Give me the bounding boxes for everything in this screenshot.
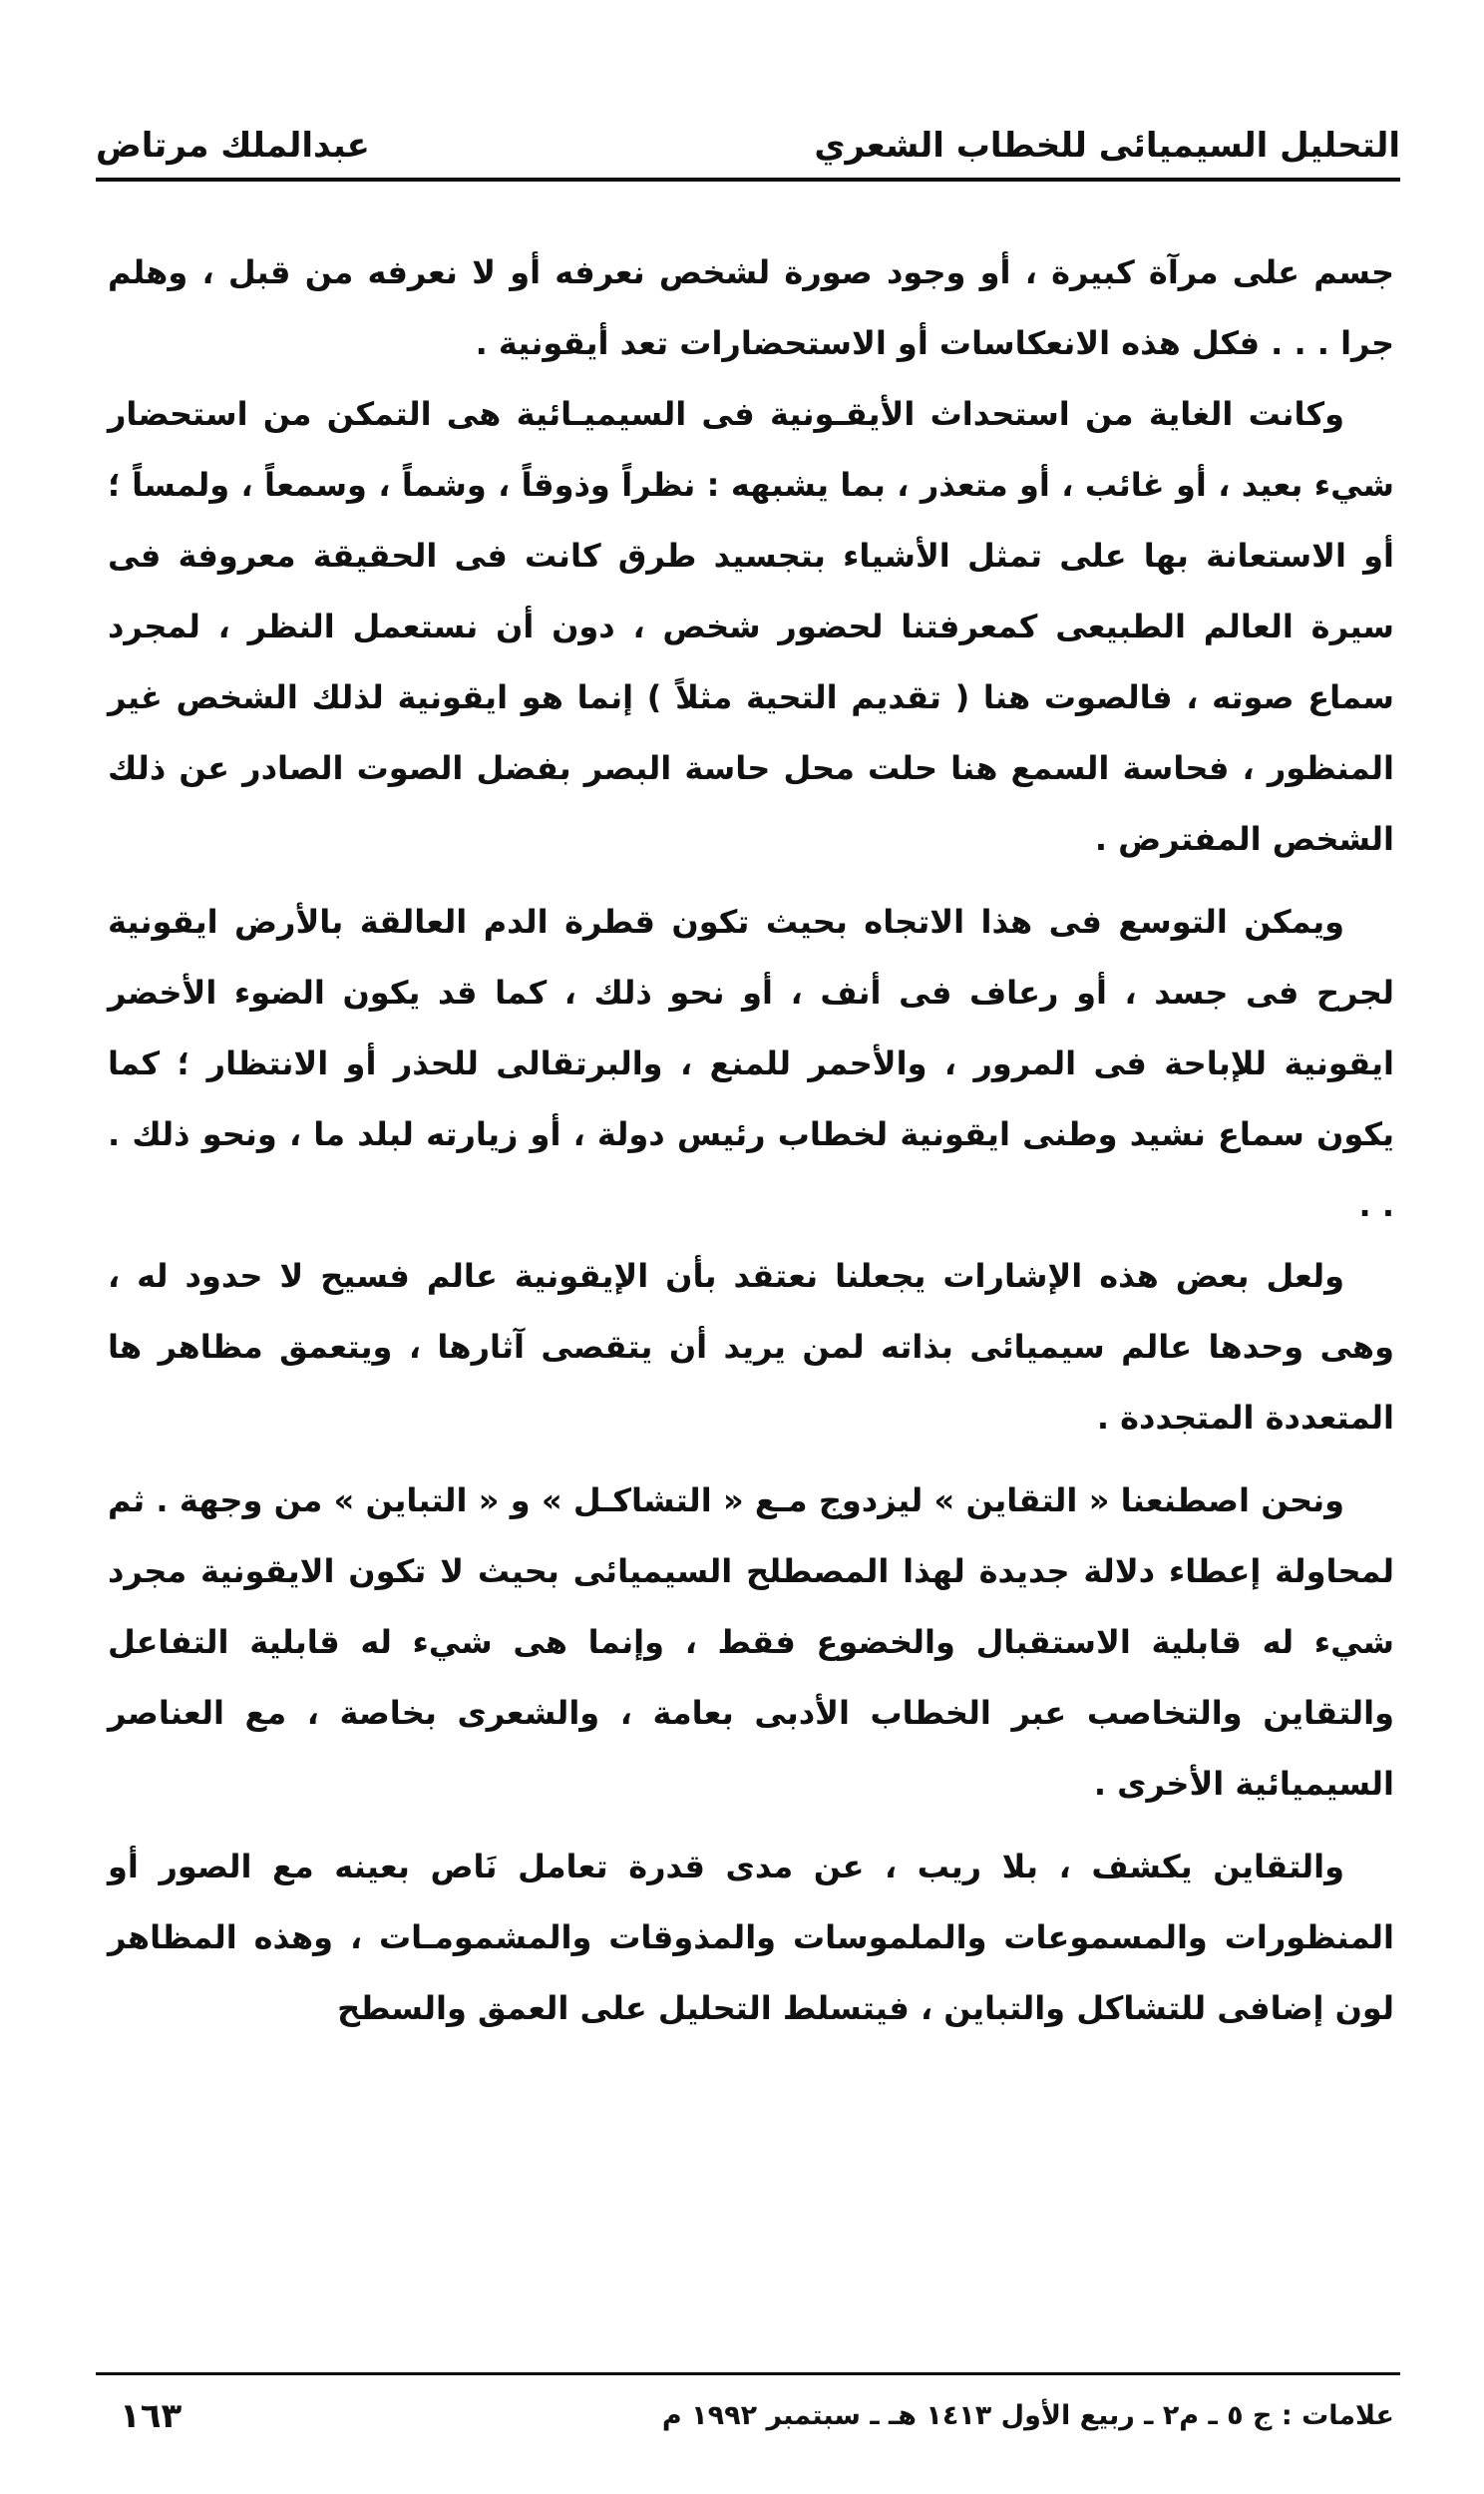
paragraph-3: ويمكن التوسع فى هذا الاتجاه بحيث تكون قطرة الدم العالقة بالأرض ايقونية لجرح فى جسد ، أو رعاف فى أنف ، أو نحو ذلك ، كما قد يكون الضوء الأخضر ايقونية للإباحة فى المرور ، والأحمر للمنع ، والبرتقالى للحذر أو الانتظار ؛ كما يكون سماع نشيد وطنى ايقونية لخطاب رئيس دولة ، أو زيارته لبلد ما ، ونحو ذلك . . . — [108, 903, 1394, 1224]
footer-journal-info: علامات : ج ٥ ـ م٢ ـ ربيع الأول ١٤١٣ هـ ـ سبتمبر ١٩٩٢ م — [661, 2400, 1394, 2431]
paragraph-6: والتقاين يكشف ، بلا ريب ، عن مدى قدرة تعامل نَاص بعينه مع الصور أو المنظورات والمسموعات والملموسات والمذوقات والمشمومـات ، وهذه المظاهر لون إضافى للتشاكل والتباين ، فيتسلط التحليل على العمق والسطح — [108, 1848, 1394, 2027]
header-title: التحليل السيميائى للخطاب الشعري — [814, 126, 1400, 166]
running-footer — [100, 2386, 1394, 2446]
header-divider — [96, 178, 1400, 182]
paragraph-5: ونحن اصطنعنا « التقاين » ليزدوج مـع « التشاكـل » و « التباين » من وجهة . ثم لمحاولة إعطاء دلالة جديدة لهذا المصطلح السيميائى بحيث لا تكون الايقونية مجرد شيء له قابلية الاستقبال والخضوع فقط ، وإنما هى شيء له قابلية التفاعل والتقاين والتخاصب عبر الخطاب الأدبى بعامة ، والشعرى بخاصة ، مع العناصر السيميائية الأخرى . — [108, 1481, 1394, 1803]
footer-divider — [96, 2372, 1400, 2375]
paragraph-2: وكانت الغاية من استحداث الأيقـونية فى السيميـائية هى التمكن من استحضار شيء بعيد ، أو غائب ، أو متعذر ، بما يشبهه : نظراً وذوقاً ، وشماً ، وسمعاً ، ولمساً ؛ أو الاستعانة بها على تمثل الأشياء بتجسيد طرق كانت فى الحقيقة معروفة فى سيرة العالم الطبيعى كمعرفتنا لحضور شخص ، دون أن نستعمل النظر ، لمجرد سماع صوته ، فالصوت هنا ( تقديم التحية مثلاً ) إنما هو ايقونية لذلك الشخص غير المنظور ، فحاسة السمع هنا حلت محل حاسة البصر بفضل الصوت الصادر عن ذلك الشخص المفترض . — [108, 395, 1394, 858]
running-header — [96, 118, 1400, 174]
header-author: عبدالملك مرتاض — [96, 126, 370, 166]
paragraph-1: جسم على مرآة كبيرة ، أو وجود صورة لشخص نعرفه أو لا نعرفه من قبل ، وهلم جرا . . . فكل هذه الانعكاسات أو الاستحضارات تعد أيقونية . — [108, 253, 1394, 362]
page-number: ١٦٣ — [120, 2396, 183, 2436]
body-text — [108, 237, 1394, 2044]
paragraph-4: ولعل بعض هذه الإشارات يجعلنا نعتقد بأن الإيقونية عالم فسيح لا حدود له ، وهى وحدها عالم سيميائى بذاته لمن يريد أن يتقصى آثارها ، ويتعمق مظاهر ها المتعددة المتجددة . — [108, 1257, 1394, 1437]
